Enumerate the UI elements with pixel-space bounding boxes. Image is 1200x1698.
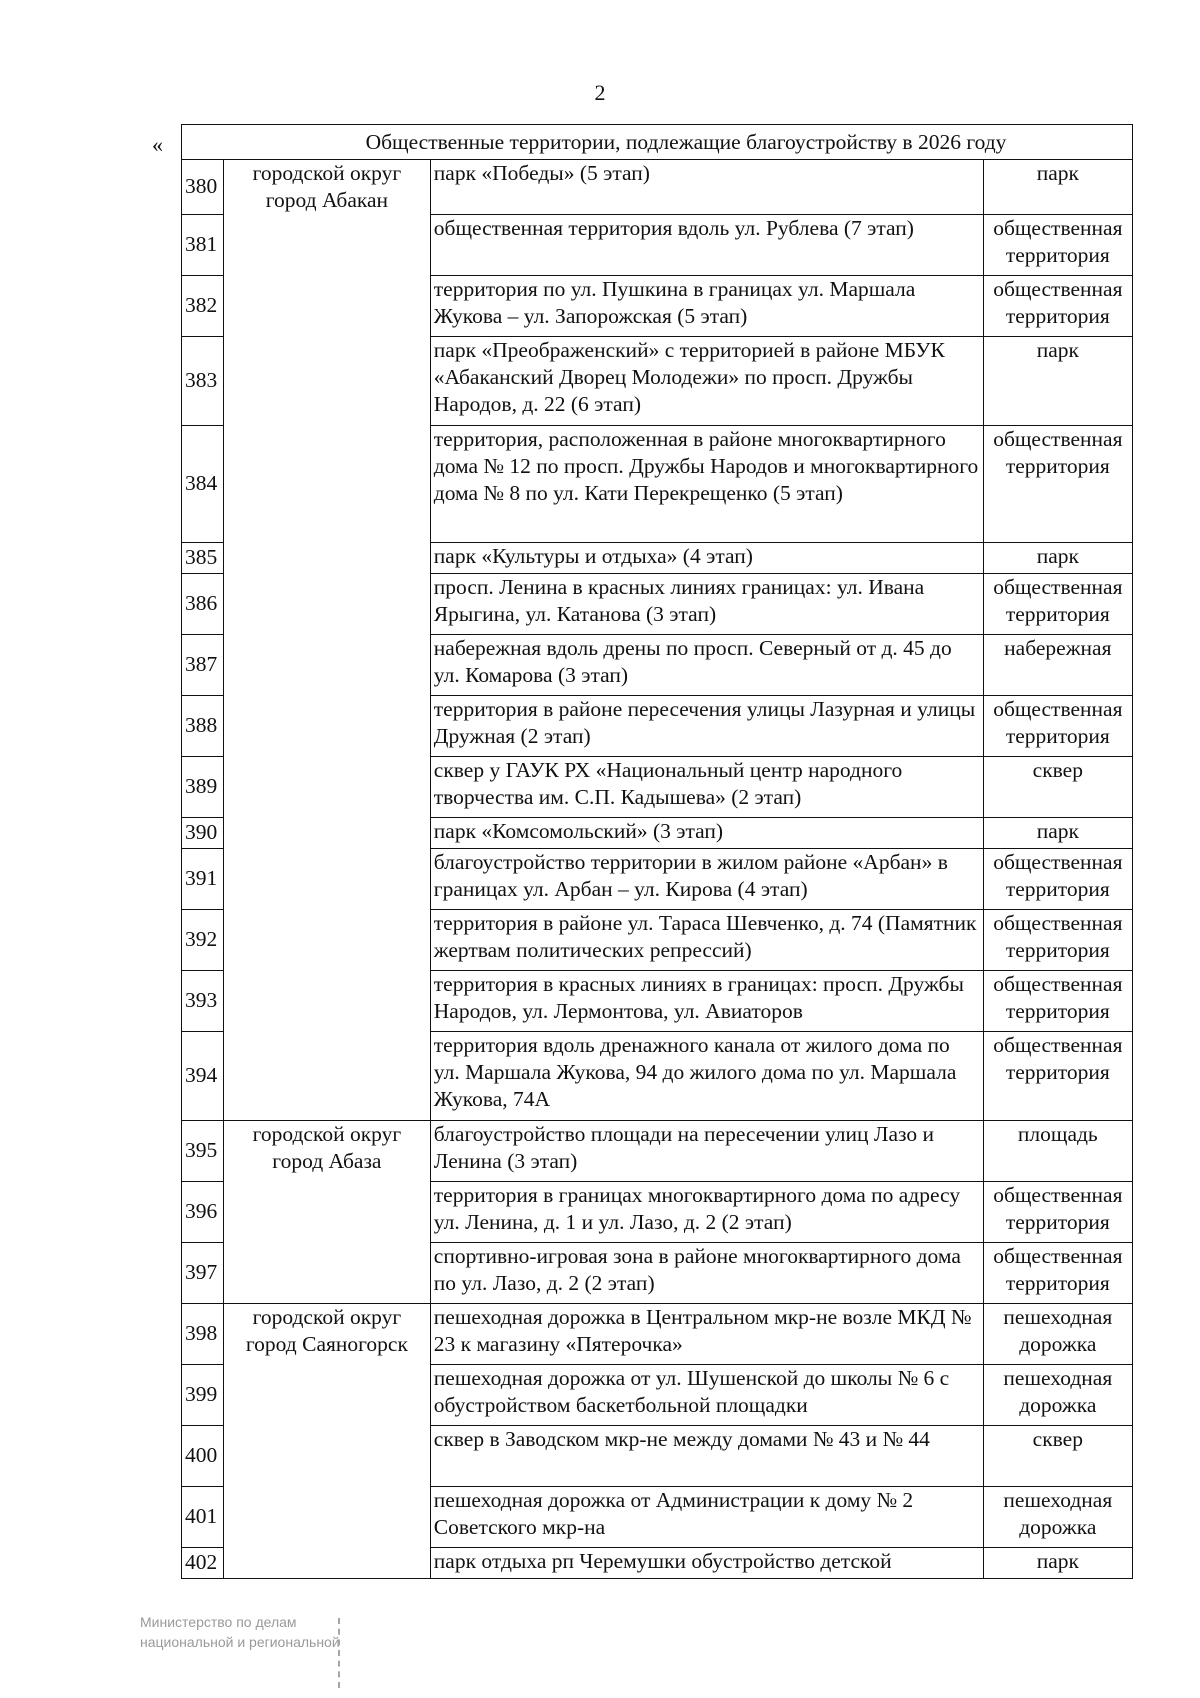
district-cell <box>224 573 431 634</box>
row-number: 395 <box>182 1120 224 1181</box>
row-number: 394 <box>182 1031 224 1120</box>
district-cell <box>224 1425 431 1486</box>
district-cell <box>224 1364 431 1425</box>
table-row <box>182 634 1133 695</box>
district-cell <box>224 1181 431 1242</box>
table-row <box>182 275 1133 336</box>
table-row <box>182 425 1133 542</box>
stamp <box>140 1612 340 1692</box>
district-cell <box>224 970 431 1031</box>
row-number: 391 <box>182 848 224 909</box>
territory-description: территория, расположенная в районе многоквартирного дома № 12 по просп. Дружбы Народов и многоквартирного дома № 8 по ул. Кати Перекрещенко (5 этап) <box>430 425 983 542</box>
district-cell <box>224 634 431 695</box>
territory-type: общественная территория <box>983 214 1132 275</box>
territory-type: парк <box>983 542 1132 573</box>
row-number: 381 <box>182 214 224 275</box>
row-number: 380 <box>182 160 224 215</box>
territory-description: территория в районе пересечения улицы Лазурная и улицы Дружная (2 этап) <box>430 695 983 756</box>
row-number: 383 <box>182 336 224 425</box>
territory-type: пешеходная дорожка <box>983 1486 1132 1547</box>
row-number: 389 <box>182 756 224 817</box>
territory-type: общественная территория <box>983 275 1132 336</box>
row-number: 386 <box>182 573 224 634</box>
stamp-line-2: национальной и региональной <box>140 1634 340 1650</box>
territory-description: пешеходная дорожка от Администрации к дому № 2 Советского мкр-на <box>430 1486 983 1547</box>
territory-description: сквер в Заводском мкр-не между домами № 43 и № 44 <box>430 1425 983 1486</box>
district-cell <box>224 848 431 909</box>
territory-description: просп. Ленина в красных линиях границах: ул. Ивана Ярыгина, ул. Катанова (3 этап) <box>430 573 983 634</box>
district-cell <box>224 1242 431 1303</box>
district-cell: городской округ город Абакан <box>224 160 431 215</box>
district-cell <box>224 1486 431 1547</box>
open-quote: « <box>152 132 163 157</box>
stamp-line-1: Министерство по делам <box>140 1614 297 1630</box>
table-row <box>182 1425 1133 1486</box>
territory-type: парк <box>983 336 1132 425</box>
row-number: 397 <box>182 1242 224 1303</box>
district-cell <box>224 909 431 970</box>
table-row <box>182 1120 1133 1181</box>
row-number: 400 <box>182 1425 224 1486</box>
district-cell <box>224 1547 431 1578</box>
territory-type: набережная <box>983 634 1132 695</box>
territory-description: благоустройство площади на пересечении улиц Лазо и Ленина (3 этап) <box>430 1120 983 1181</box>
row-number: 384 <box>182 425 224 542</box>
territory-description: сквер у ГАУК РХ «Национальный центр народного творчества им. С.П. Кадышева» (2 этап) <box>430 756 983 817</box>
territory-type: общественная территория <box>983 1181 1132 1242</box>
table-row <box>182 909 1133 970</box>
table-row <box>182 214 1133 275</box>
district-cell <box>224 275 431 336</box>
district-cell <box>224 817 431 848</box>
table-row <box>182 695 1133 756</box>
district-cell <box>224 1031 431 1120</box>
row-number: 401 <box>182 1486 224 1547</box>
territory-description: благоустройство территории в жилом районе «Арбан» в границах ул. Арбан – ул. Кирова (4 этап) <box>430 848 983 909</box>
territory-description: территория по ул. Пушкина в границах ул. Маршала Жукова – ул. Запорожская (5 этап) <box>430 275 983 336</box>
row-number: 382 <box>182 275 224 336</box>
territory-description: пешеходная дорожка в Центральном мкр-не возле МКД № 23 к магазину «Пятерочка» <box>430 1303 983 1364</box>
district-cell <box>224 425 431 542</box>
district-cell <box>224 542 431 573</box>
table-row <box>182 756 1133 817</box>
territory-type: площадь <box>983 1120 1132 1181</box>
territory-description: парк «Комсомольский» (3 этап) <box>430 817 983 848</box>
table-row <box>182 1242 1133 1303</box>
territory-type: общественная территория <box>983 695 1132 756</box>
stamp-border <box>336 1618 340 1688</box>
row-number: 398 <box>182 1303 224 1364</box>
territory-type: пешеходная дорожка <box>983 1364 1132 1425</box>
table-row <box>182 1303 1133 1364</box>
territory-type: парк <box>983 1547 1132 1578</box>
territory-description: территория в границах многоквартирного дома по адресу ул. Ленина, д. 1 и ул. Лазо, д. 2 (2 этап) <box>430 1181 983 1242</box>
district-cell: городской округ город Абаза <box>224 1120 431 1181</box>
district-cell: городской округ город Саяногорск <box>224 1303 431 1364</box>
table-row <box>182 160 1133 215</box>
row-number: 390 <box>182 817 224 848</box>
territory-type: общественная территория <box>983 1242 1132 1303</box>
territory-type: общественная территория <box>983 425 1132 542</box>
page-number: 2 <box>594 80 606 105</box>
district-cell <box>224 336 431 425</box>
territory-type: общественная территория <box>983 848 1132 909</box>
row-number: 388 <box>182 695 224 756</box>
territory-type: парк <box>983 160 1132 215</box>
territory-description: общественная территория вдоль ул. Рублева (7 этап) <box>430 214 983 275</box>
table-row <box>182 1364 1133 1425</box>
territory-description: территория в районе ул. Тараса Шевченко, д. 74 (Памятник жертвам политических репрессий) <box>430 909 983 970</box>
table-row <box>182 970 1133 1031</box>
territory-description: территория в красных линиях в границах: просп. Дружбы Народов, ул. Лермонтова, ул. Авиаторов <box>430 970 983 1031</box>
territory-description: территория вдоль дренажного канала от жилого дома по ул. Маршала Жукова, 94 до жилого дома по ул. Маршала Жукова, 74А <box>430 1031 983 1120</box>
table-row <box>182 1181 1133 1242</box>
district-cell <box>224 214 431 275</box>
territory-type: пешеходная дорожка <box>983 1303 1132 1364</box>
territory-description: спортивно-игровая зона в районе многоквартирного дома по ул. Лазо, д. 2 (2 этап) <box>430 1242 983 1303</box>
territory-description: парк «Культуры и отдыха» (4 этап) <box>430 542 983 573</box>
territory-description: пешеходная дорожка от ул. Шушенской до школы № 6 с обустройством баскетбольной площадки <box>430 1364 983 1425</box>
row-number: 402 <box>182 1547 224 1578</box>
table-row <box>182 817 1133 848</box>
table-row <box>182 336 1133 425</box>
territory-type: общественная территория <box>983 573 1132 634</box>
territory-type: сквер <box>983 1425 1132 1486</box>
row-number: 399 <box>182 1364 224 1425</box>
table-row <box>182 1547 1133 1578</box>
territory-type: парк <box>983 817 1132 848</box>
table-row <box>182 542 1133 573</box>
table-row <box>182 1486 1133 1547</box>
territories-table <box>181 124 1133 1579</box>
table-heading: Общественные территории, подлежащие благоустройству в 2026 году <box>182 125 1133 160</box>
row-number: 396 <box>182 1181 224 1242</box>
territory-type: общественная территория <box>983 970 1132 1031</box>
row-number: 387 <box>182 634 224 695</box>
territory-description: парк отдыха рп Черемушки обустройство детской <box>430 1547 983 1578</box>
table-row <box>182 1031 1133 1120</box>
district-cell <box>224 756 431 817</box>
territory-description: парк «Победы» (5 этап) <box>430 160 983 215</box>
territory-description: парк «Преображенский» с территорией в районе МБУК «Абаканский Дворец Молодежи» по просп. Дружбы Народов, д. 22 (6 этап) <box>430 336 983 425</box>
territory-description: набережная вдоль дрены по просп. Северный от д. 45 до ул. Комарова (3 этап) <box>430 634 983 695</box>
table-row <box>182 848 1133 909</box>
territory-type: общественная территория <box>983 1031 1132 1120</box>
table-row <box>182 573 1133 634</box>
district-cell <box>224 695 431 756</box>
row-number: 392 <box>182 909 224 970</box>
row-number: 385 <box>182 542 224 573</box>
territory-type: сквер <box>983 756 1132 817</box>
territory-type: общественная территория <box>983 909 1132 970</box>
row-number: 393 <box>182 970 224 1031</box>
